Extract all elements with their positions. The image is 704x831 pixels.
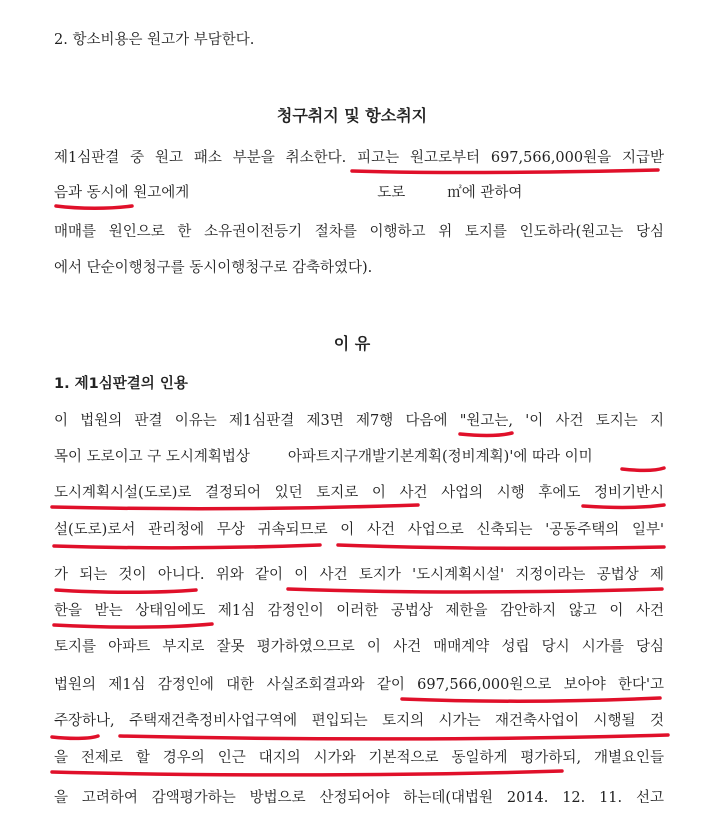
reason-line-10: 을 전제로 할 경우의 인근 대지의 시가와 기본적으로 동일하게 평가하되, 개별요인들 [54,750,664,766]
underline-reason-3 [52,505,418,509]
claim-line-2 [54,183,664,203]
reason-title: 이 유 [333,334,371,353]
reason-line-2-part-2: 아파트지구개발기본계획(정비계획)'에 따라 이미 [287,449,593,465]
reason-line-11: 을 고려하여 감액평가하는 방법으로 산정되어야 하는데(대법원 2014. 12. 11. 선고 [54,790,664,806]
underline-reason-13 [52,771,562,775]
claim-line-4: 에서 단순이행청구를 동시이행청구로 감축하였다). [54,260,373,276]
reason-line-6: 한을 받는 상태임에도 제1심 감정인이 이러한 공법상 제한을 감안하지 않고 이 사건 [54,603,664,619]
claim-line-2-part-2: 도로 [377,185,406,201]
claim-line-3: 매매를 원인으로 한 소유권이전등기 절차를 이행하고 위 토지를 인도하라(원고는 당심 [54,224,664,240]
reason-line-1: 이 법원의 판결 이유는 제1심판결 제3면 제7행 다음에 "원고는, '이 사건 토지는 지 [54,413,664,429]
underline-claim-2 [56,206,132,208]
reason-line-2 [54,447,664,467]
reason-line-3: 도시계획시설(도로)로 결정되어 있던 토지로 이 사건 사업의 시행 후에도 정비기반시 [54,485,664,501]
reason-line-4: 설(도로)로서 관리청에 무상 귀속되므로 이 사건 사업으로 신축되는 '공동주택의 일부' [54,522,664,538]
underline-reason-8 [288,589,662,592]
underline-reason-7 [56,590,196,592]
claim-line-1: 제1심판결 중 원고 패소 부분을 취소한다. 피고는 원고로부터 697,566,000원을 지급받 [54,150,664,166]
reason-line-9: 주장하나, 주택재건축정비사업구역에 편입되는 토지의 시가는 재건축사업이 시행될 것 [54,713,664,729]
claim-title: 청구취지 및 항소취지 [276,106,428,125]
claim-line-2-part-3: ㎡에 관하여 [447,185,523,201]
reason-line-7: 토지를 아파트 부지로 잘못 평가하였으므로 이 사건 매매계약 성립 당시 시가를 당심 [54,639,664,655]
underline-reason-9 [54,624,212,627]
reason-line-5: 가 되는 것이 아니다. 위와 같이 이 사건 토지가 '도시계획시설' 지정이라는 공법상 제 [54,567,664,583]
section-1-heading: 1. 제1심판결의 인용 [54,376,188,392]
underline-reason-6 [338,545,664,548]
reason-line-2-part-1: 목이 도로이고 구 도시계획법상 [54,449,250,465]
underline-reason-5 [54,545,320,548]
item-2-text: 2. 항소비용은 원고가 부담한다. [54,32,255,48]
underline-reason-10 [402,698,660,701]
underline-claim-1 [352,170,658,173]
underline-reason-12 [120,735,668,739]
underline-reason-4 [583,505,664,507]
underline-reason-11 [52,736,98,738]
underline-reason-2 [622,468,664,470]
claim-line-2-part-1: 음과 동시에 원고에게 [54,185,190,201]
underline-reason-1 [460,433,512,435]
reason-line-8: 법원의 제1심 감정인에 대한 사실조회결과와 같이 697,566,000원으로 보아야 한다'고 [54,677,665,693]
